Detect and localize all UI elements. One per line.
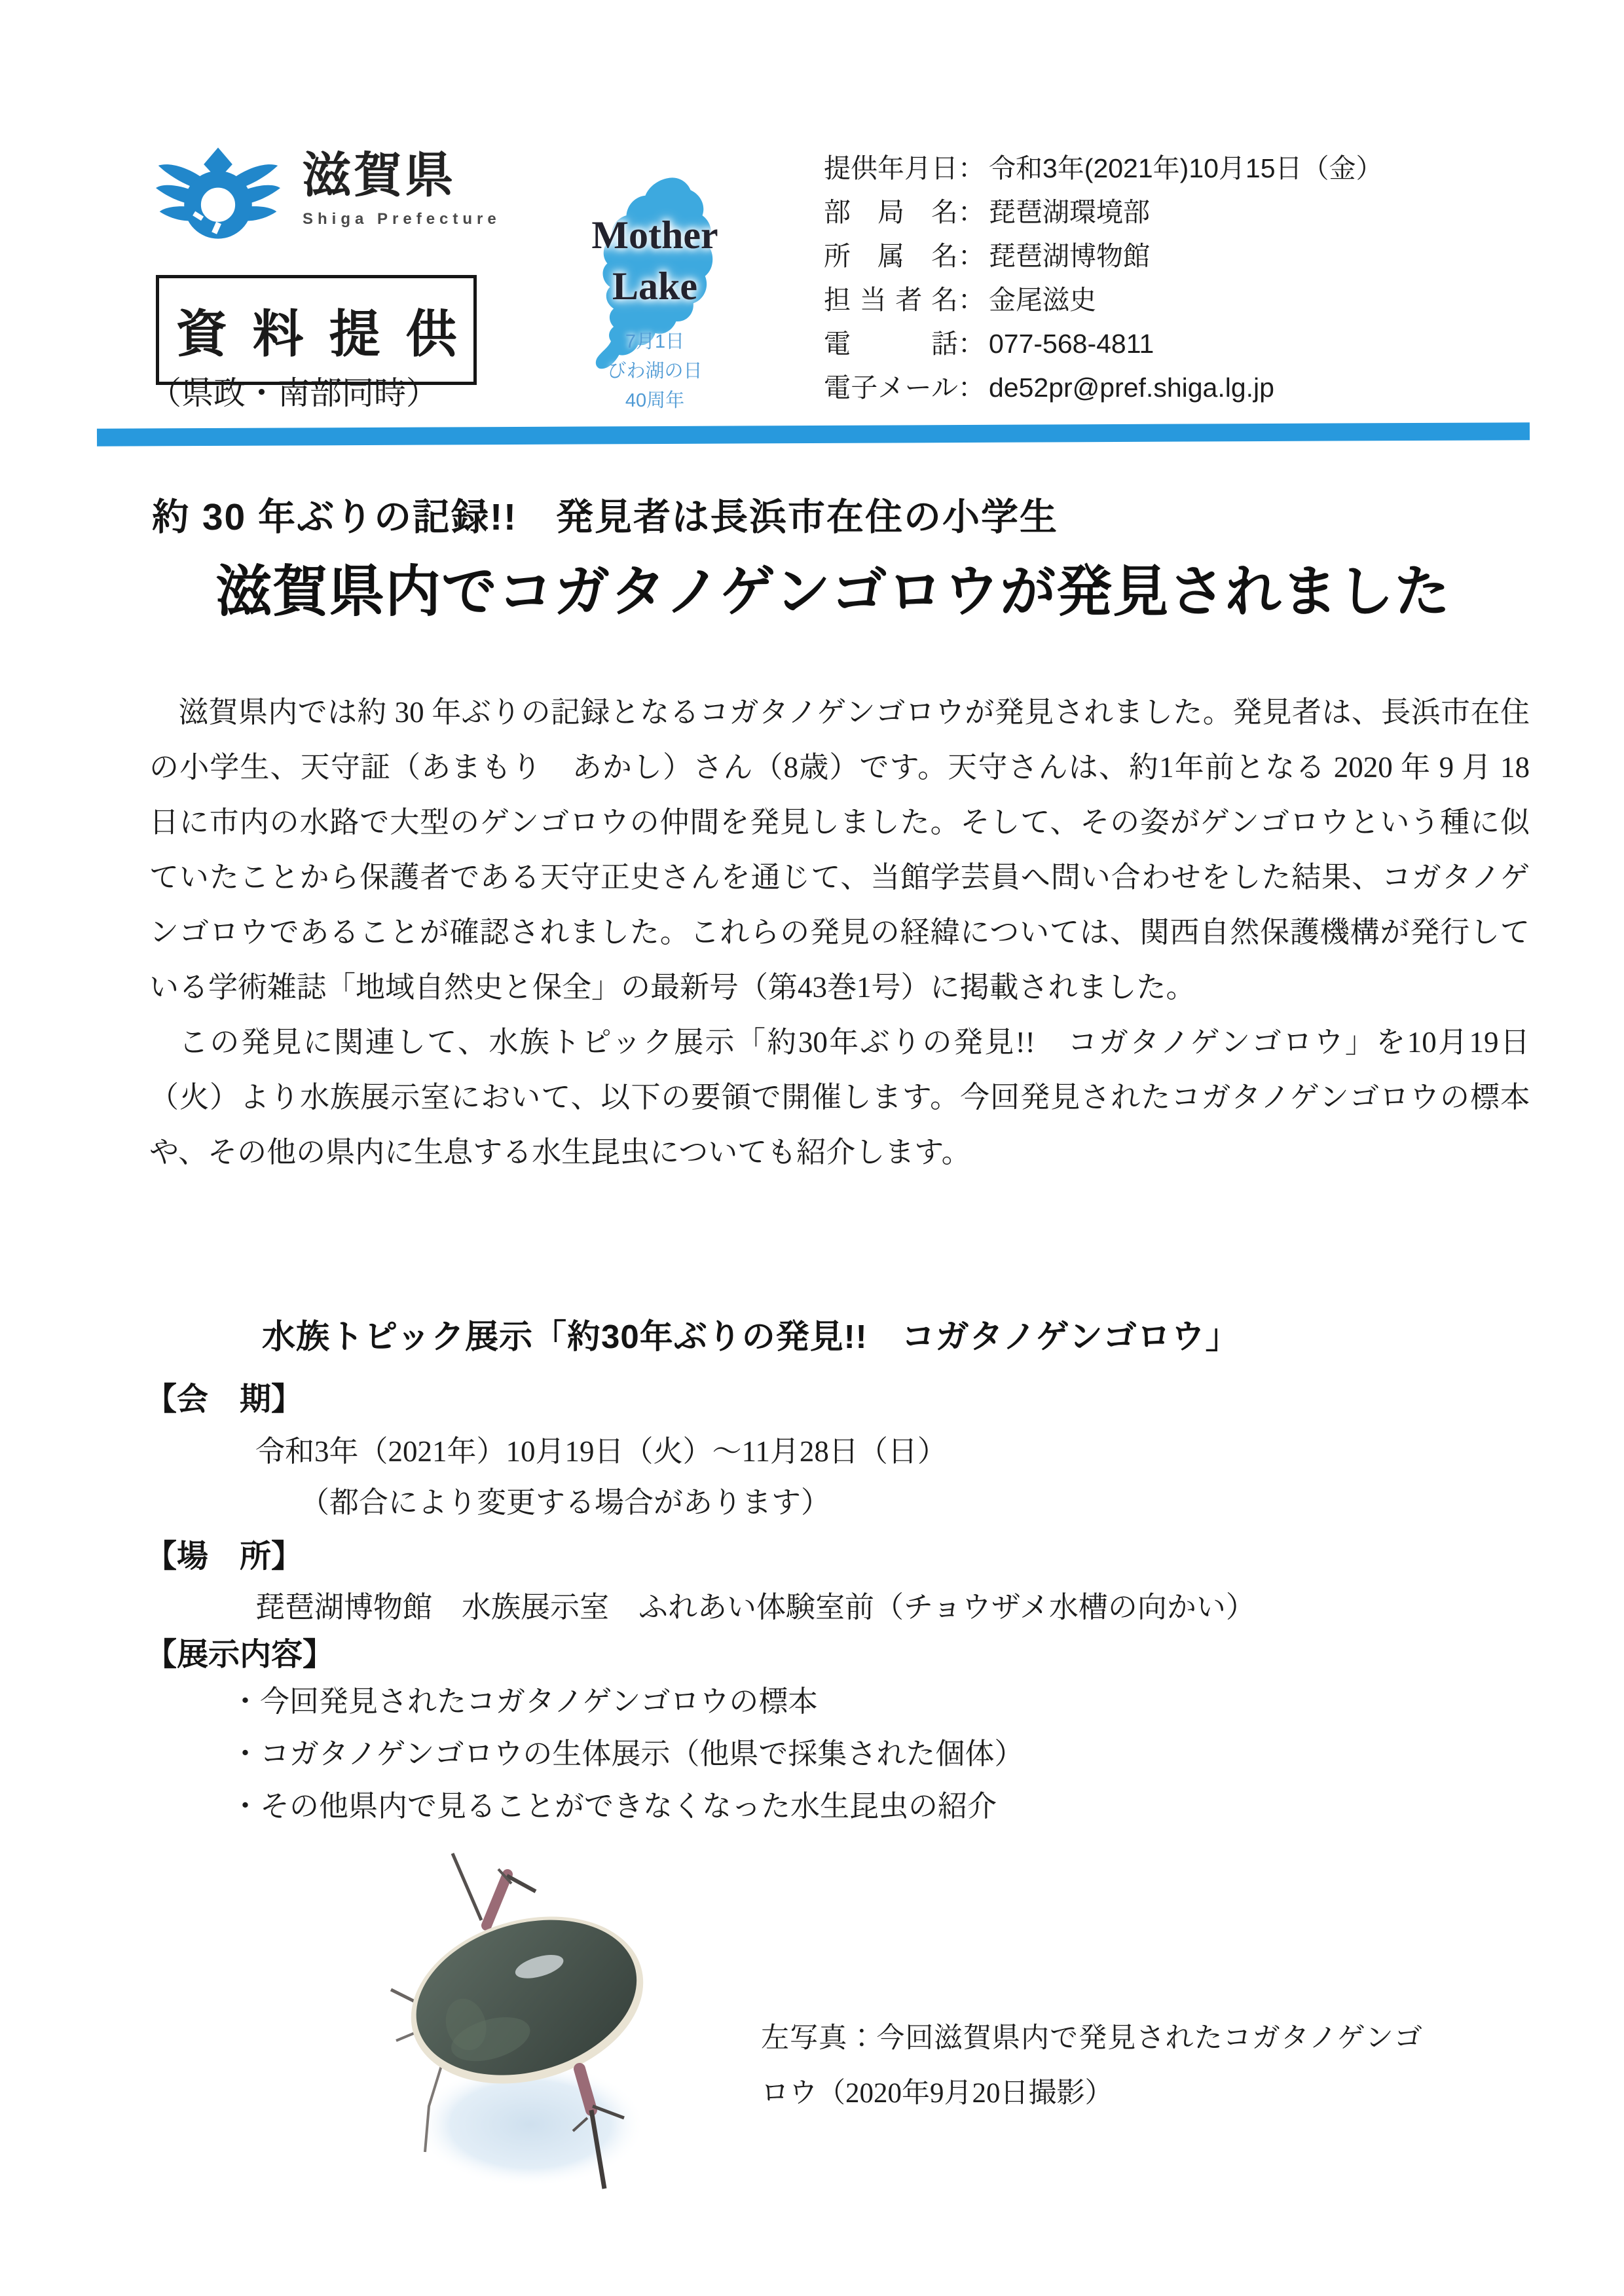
paragraph-exhibition: この発見に関連して、水族トピック展示「約30年ぶりの発見!! コガタノゲンゴロウ」を10月19日（火）より水族展示室において、以下の要領で開催します。今回発見されたコガタノゲンゴロウの標本や、その他の県内に生息する水生昆虫についても紹介します。 xyxy=(149,1026,1530,1169)
photo-caption: 左写真：今回滋賀県内で発見されたコガタノゲンゴロウ（2020年9月20日撮影） xyxy=(761,2023,1422,2109)
mother-lake-sub-day: びわ湖の日 xyxy=(607,361,703,382)
beetle-body xyxy=(391,1891,663,2109)
shiga-prefecture-emblem-icon xyxy=(156,145,280,247)
exhibit-bullet-live-display: ・コガタノゲンゴロウの生体展示（他県で採集された個体） xyxy=(231,1738,1024,1770)
exhibit-place-line: 琵琶湖博物館 水族展示室 ふれあい体験室前（チョウザメ水槽の向かい） xyxy=(255,1591,1255,1624)
beetle-photo xyxy=(383,1843,671,2190)
beetle-hind-leg xyxy=(452,1853,536,1925)
mother-lake-title-line1: Mother xyxy=(591,213,718,257)
header-accent-bar xyxy=(97,422,1530,446)
contact-label: 所属名 xyxy=(824,241,958,271)
contact-separator: ： xyxy=(958,241,985,271)
contact-value: 令和3年(2021年)10月15日（金） xyxy=(989,153,1383,183)
mother-lake-sub-anniversary: 40周年 xyxy=(625,390,685,411)
contact-row-date xyxy=(824,147,1383,191)
mother-lake-subtitle xyxy=(563,327,747,416)
contact-row-affiliation xyxy=(824,234,1383,278)
contact-label: 電子メール xyxy=(824,373,958,403)
exhibit-contents-label: 【展示内容】 xyxy=(145,1637,335,1672)
contact-label: 電話 xyxy=(824,329,958,359)
mother-lake-sub-date: 7月1日 xyxy=(625,331,685,352)
mother-lake-title xyxy=(544,210,766,312)
contact-value: 琵琶湖博物館 xyxy=(989,241,1150,271)
exhibit-heading: 水族トピック展示「約30年ぶりの発見!! コガタノゲンゴロウ」 xyxy=(262,1318,1240,1355)
mother-lake-title-line2: Lake xyxy=(612,264,698,308)
exhibit-term-dates: 令和3年（2021年）10月19日（火）～11月28日（日） xyxy=(255,1435,947,1468)
exhibit-bullet-specimen: ・今回発見されたコガタノゲンゴロウの標本 xyxy=(231,1685,818,1718)
distribution-note: （県政・南部同時） xyxy=(149,376,439,411)
body-text xyxy=(149,685,1530,1180)
exhibit-bullet-other-insects: ・その他県内で見ることができなくなった水生昆虫の紹介 xyxy=(231,1790,997,1823)
contact-row-email xyxy=(824,366,1383,410)
agency-name-jp: 滋賀県 xyxy=(303,148,456,202)
contact-row-department xyxy=(824,191,1383,234)
contact-separator: ： xyxy=(958,153,985,183)
contact-separator: ： xyxy=(958,285,985,315)
headline-kicker: 約 30 年ぶりの記録!! 発見者は長浜市在住の小学生 xyxy=(152,496,1059,538)
contact-separator: ： xyxy=(958,329,985,359)
exhibit-term-note: （都合により変更する場合があります） xyxy=(300,1486,831,1519)
stamp-label: 資料提供 xyxy=(175,305,483,363)
contact-block xyxy=(824,147,1383,410)
contact-label: 担当者名 xyxy=(824,285,958,315)
contact-row-person xyxy=(824,278,1383,322)
agency-name-block xyxy=(303,145,501,228)
contact-value: 琵琶湖環境部 xyxy=(989,197,1150,227)
mother-lake-logo xyxy=(544,143,766,424)
contact-value: 077-568-4811 xyxy=(989,329,1154,359)
exhibit-place-label: 【場 所】 xyxy=(145,1539,303,1574)
contact-row-phone xyxy=(824,322,1383,366)
exhibit-term-label: 【会 期】 xyxy=(145,1382,303,1417)
agency-name-en: Shiga Prefecture xyxy=(303,210,501,228)
contact-label: 提供年月日 xyxy=(824,153,958,183)
shiga-logo-block xyxy=(156,145,501,247)
contact-label: 部局名 xyxy=(824,197,958,227)
contact-value: de52pr@pref.shiga.lg.jp xyxy=(989,373,1274,403)
paragraph-discovery: 滋賀県内では約 30 年ぶりの記録となるコガタノゲンゴロウが発見されました。発見者は、長浜市在住の小学生、天守証（あまもり あかし）さん（8歳）です。天守さんは、約1年前となる 2020 年 9 月 18 日に市内の水路で大型のゲンゴロウの仲間を発見しました。そして、その姿がゲンゴロウという種に似ていたことから保護者である天守正史さんを通じて、当館学芸員へ問い合わせをした結果、コガタノゲンゴロウであることが確認されました。これらの発見の経緯については、関西自然保護機構が発行している学術雑誌「地域自然史と保全」の最新号（第43巻1号）に掲載されました。 xyxy=(149,696,1530,1004)
headline-title: 滋賀県内でコガタノゲンゴロウが発見されました xyxy=(216,561,1451,623)
contact-separator: ： xyxy=(958,373,985,403)
contact-value: 金尾滋史 xyxy=(989,285,1096,315)
contact-separator: ： xyxy=(958,197,985,227)
